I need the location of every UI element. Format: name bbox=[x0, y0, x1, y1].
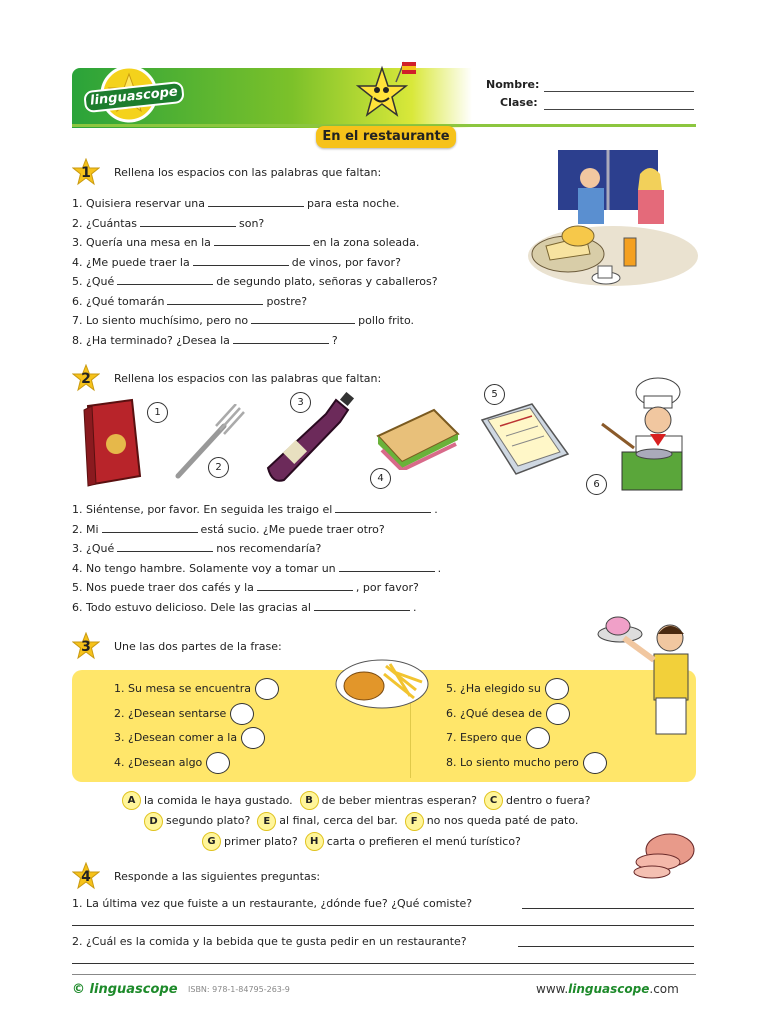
item-text-before: 3. ¿Qué bbox=[72, 542, 115, 555]
star-mascot-icon bbox=[356, 60, 418, 124]
option-item bbox=[257, 814, 397, 827]
match-right-item bbox=[446, 727, 550, 749]
match-left-item bbox=[114, 727, 265, 749]
section4-number: 4 bbox=[81, 869, 91, 885]
answer-blank[interactable] bbox=[335, 502, 431, 513]
answer-circle[interactable] bbox=[206, 752, 230, 774]
match-left-text: 2. ¿Desean sentarse bbox=[114, 706, 227, 720]
section3-instruction: Une las dos partes de la frase: bbox=[114, 640, 282, 653]
options-row bbox=[202, 832, 521, 851]
answer-line[interactable] bbox=[72, 963, 694, 964]
answer-circle[interactable] bbox=[230, 703, 254, 725]
section4-question: 1. La última vez que fuiste a un restaurante, ¿dónde fue? ¿Qué comiste? bbox=[72, 897, 473, 910]
answer-blank[interactable] bbox=[102, 522, 198, 533]
url-suffix: .com bbox=[649, 982, 679, 996]
match-right-text: 6. ¿Qué desea de bbox=[446, 706, 542, 720]
option-item bbox=[305, 835, 521, 848]
ham-illustration bbox=[630, 828, 698, 882]
url-brand: linguascope bbox=[568, 982, 650, 996]
match-left-text: 3. ¿Desean comer a la bbox=[114, 731, 238, 744]
answer-blank[interactable] bbox=[140, 216, 236, 227]
answer-blank[interactable] bbox=[193, 255, 289, 266]
restaurant-couple-illustration bbox=[528, 146, 698, 296]
item-text-after: son? bbox=[238, 216, 265, 230]
section1-item bbox=[72, 196, 400, 210]
section4-question: 2. ¿Cuál es la comida y la bebida que te gusta pedir en un restaurante? bbox=[72, 935, 467, 948]
item-text-before: 4. No tengo hambre. Solamente voy a tomar un bbox=[72, 561, 336, 575]
item-text-after: está sucio. ¿Me puede traer otro? bbox=[200, 522, 385, 536]
options-row bbox=[122, 791, 591, 810]
option-letter: G bbox=[202, 832, 221, 851]
item-text-before: 2. ¿Cuántas bbox=[72, 216, 137, 230]
logo-wordmark: linguascope bbox=[83, 81, 185, 113]
item-text-after: en la zona soleada. bbox=[312, 236, 420, 249]
answer-blank[interactable] bbox=[233, 333, 329, 344]
answer-circle[interactable] bbox=[526, 727, 550, 749]
picture-number: 6 bbox=[586, 474, 607, 495]
option-item bbox=[144, 814, 250, 827]
section2-item bbox=[72, 522, 385, 536]
section4-instruction: Responde a las siguientes preguntas: bbox=[114, 870, 321, 883]
option-letter: F bbox=[405, 812, 424, 831]
wine-bottle-illustration bbox=[262, 392, 366, 484]
option-item bbox=[202, 835, 298, 848]
match-left-item bbox=[114, 703, 254, 725]
item-text-before: 1. Siéntense, por favor. En seguida les traigo el bbox=[72, 503, 333, 516]
section3-number: 3 bbox=[81, 639, 91, 655]
option-letter: H bbox=[305, 832, 324, 851]
match-right-text: 7. Espero que bbox=[446, 731, 522, 744]
section2-item bbox=[72, 561, 441, 575]
section1-item bbox=[72, 216, 264, 230]
section1-item bbox=[72, 333, 338, 347]
section1-item bbox=[72, 255, 401, 269]
url-prefix: www. bbox=[536, 982, 569, 996]
option-item bbox=[300, 794, 477, 807]
answer-circle[interactable] bbox=[255, 678, 279, 700]
plate-chicken-illustration bbox=[334, 652, 430, 710]
item-text-after: pollo frito. bbox=[358, 314, 415, 327]
item-text-after: . bbox=[437, 561, 442, 575]
option-text: no nos queda paté de pato. bbox=[426, 814, 579, 827]
answer-circle[interactable] bbox=[241, 727, 265, 749]
picture-number: 3 bbox=[290, 392, 311, 413]
footer-url[interactable] bbox=[536, 982, 679, 996]
item-text-before: 4. ¿Me puede traer la bbox=[72, 255, 190, 269]
option-item bbox=[484, 794, 590, 807]
item-text-before: 2. Mi bbox=[72, 522, 99, 536]
option-letter: D bbox=[144, 812, 163, 831]
option-text: primer plato? bbox=[224, 834, 298, 848]
match-left-text: 1. Su mesa se encuentra bbox=[114, 682, 251, 695]
option-text: al final, cerca del bar. bbox=[279, 814, 398, 827]
answer-blank[interactable] bbox=[117, 541, 213, 552]
item-text-after: de vinos, por favor? bbox=[291, 255, 401, 269]
answer-blank[interactable] bbox=[117, 274, 213, 285]
picture-number: 4 bbox=[370, 468, 391, 489]
match-left-text: 4. ¿Desean algo bbox=[114, 755, 203, 769]
match-right-item bbox=[446, 678, 569, 700]
nombre-label: Nombre: bbox=[486, 78, 540, 91]
answer-blank[interactable] bbox=[167, 294, 263, 305]
item-text-after: , por favor? bbox=[355, 581, 419, 594]
match-left-item bbox=[114, 678, 279, 700]
clase-label: Clase: bbox=[500, 96, 538, 109]
bill-illustration bbox=[476, 402, 572, 478]
item-text-after: . bbox=[434, 503, 438, 516]
answer-line[interactable] bbox=[72, 925, 694, 926]
sandwich-illustration bbox=[374, 406, 460, 470]
option-item bbox=[405, 814, 579, 827]
footer-isbn: ISBN: 978-1-84795-263-9 bbox=[188, 985, 290, 994]
section1-item bbox=[72, 235, 419, 249]
picture-number: 2 bbox=[208, 457, 229, 478]
section1-instruction: Rellena los espacios con las palabras que faltan: bbox=[114, 166, 382, 179]
answer-circle[interactable] bbox=[545, 678, 569, 700]
match-right-item bbox=[446, 703, 570, 725]
answer-blank[interactable] bbox=[339, 561, 435, 572]
section1-item bbox=[72, 313, 414, 327]
footer-brand: © linguascope bbox=[72, 982, 178, 997]
picture-number: 1 bbox=[147, 402, 168, 423]
item-text-after: . bbox=[412, 600, 417, 614]
section2-number: 2 bbox=[81, 371, 91, 387]
chef-illustration bbox=[600, 376, 696, 494]
item-text-after: de segundo plato, señoras y caballeros? bbox=[216, 275, 438, 288]
option-letter: C bbox=[484, 791, 503, 810]
answer-circle[interactable] bbox=[583, 752, 607, 774]
option-letter: B bbox=[300, 791, 319, 810]
option-item bbox=[122, 794, 293, 807]
page-title: En el restaurante bbox=[316, 126, 456, 148]
match-right-text: 8. Lo siento mucho pero bbox=[446, 755, 579, 769]
item-text-before: 5. Nos puede traer dos cafés y la bbox=[72, 581, 254, 594]
waiter-illustration bbox=[594, 612, 698, 736]
section1-item bbox=[72, 274, 438, 288]
options-row bbox=[144, 812, 578, 831]
menu-illustration bbox=[80, 398, 144, 488]
match-right-item bbox=[446, 752, 607, 774]
option-letter: E bbox=[257, 812, 276, 831]
option-text: carta o prefieren el menú turístico? bbox=[326, 834, 521, 848]
item-text-before: 7. Lo siento muchísimo, pero no bbox=[72, 314, 249, 327]
picture-number: 5 bbox=[484, 384, 505, 405]
section2-item bbox=[72, 600, 416, 614]
section2-instruction: Rellena los espacios con las palabras que faltan: bbox=[114, 372, 382, 385]
item-text-after: postre? bbox=[266, 294, 308, 308]
answer-line[interactable] bbox=[518, 946, 694, 947]
item-text-before: 1. Quisiera reservar una bbox=[72, 197, 206, 210]
section1-item bbox=[72, 294, 307, 308]
item-text-after: ? bbox=[331, 333, 338, 347]
item-text-before: 6. Todo estuvo delicioso. Dele las gracias al bbox=[72, 600, 311, 614]
option-text: dentro o fuera? bbox=[506, 793, 591, 807]
section2-item bbox=[72, 502, 438, 516]
nombre-field[interactable] bbox=[544, 79, 694, 92]
option-text: la comida le haya gustado. bbox=[144, 793, 293, 807]
answer-blank[interactable] bbox=[251, 313, 355, 324]
option-text: de beber mientras esperan? bbox=[321, 793, 478, 807]
answer-circle[interactable] bbox=[546, 703, 570, 725]
footer-rule bbox=[72, 974, 696, 975]
answer-blank[interactable] bbox=[214, 235, 310, 246]
answer-blank[interactable] bbox=[208, 196, 304, 207]
option-letter: A bbox=[122, 791, 141, 810]
match-right-text: 5. ¿Ha elegido su bbox=[446, 682, 541, 695]
option-text: segundo plato? bbox=[166, 814, 251, 827]
clase-field[interactable] bbox=[544, 97, 694, 110]
item-text-after: para esta noche. bbox=[307, 197, 400, 210]
item-text-before: 3. Quería una mesa en la bbox=[72, 236, 211, 249]
answer-line[interactable] bbox=[522, 908, 694, 909]
answer-blank[interactable] bbox=[314, 600, 410, 611]
item-text-after: nos recomendaría? bbox=[216, 542, 322, 555]
item-text-before: 5. ¿Qué bbox=[72, 275, 115, 288]
section2-item bbox=[72, 580, 419, 594]
answer-blank[interactable] bbox=[257, 580, 353, 591]
item-text-before: 6. ¿Qué tomarán bbox=[72, 294, 165, 308]
match-left-item bbox=[114, 752, 230, 774]
section2-item bbox=[72, 541, 321, 555]
section1-number: 1 bbox=[81, 165, 91, 181]
item-text-before: 8. ¿Ha terminado? ¿Desea la bbox=[72, 333, 230, 347]
